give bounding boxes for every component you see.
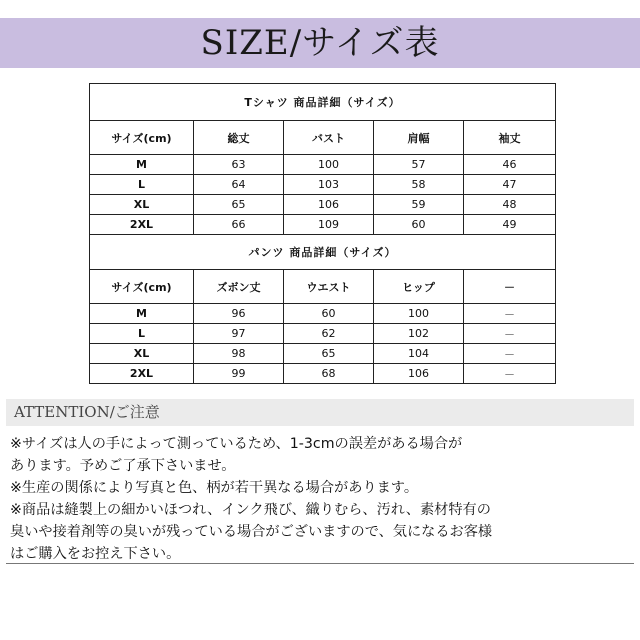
table-cell: 109 [284,215,374,235]
table-cell: 60 [374,215,464,235]
column-header: ズボン丈 [194,270,284,304]
column-header: サイズ(cm) [90,121,194,155]
column-header: 袖丈 [464,121,556,155]
attention-notes [10,433,632,565]
column-header: 肩幅 [374,121,464,155]
table-cell: 96 [194,304,284,324]
tshirt-section-title: Tシャツ 商品詳細（サイズ） [90,84,556,121]
size-label: L [90,324,194,344]
table-cell: 48 [464,195,556,215]
column-header: サイズ(cm) [90,270,194,304]
table-cell: 46 [464,155,556,175]
size-table [89,83,556,384]
table-cell: 100 [284,155,374,175]
table-cell: 104 [374,344,464,364]
table-cell: 99 [194,364,284,384]
size-label: 2XL [90,364,194,384]
table-cell: 57 [374,155,464,175]
table-cell: 60 [284,304,374,324]
table-cell: 65 [284,344,374,364]
note-line: あります。予めご了承下さいませ。 [10,458,236,474]
attention-title: ATTENTION/ご注意 [14,403,160,421]
table-cell: 100 [374,304,464,324]
page-title: SIZE/サイズ表 [200,23,440,63]
table-cell: 98 [194,344,284,364]
size-label: 2XL [90,215,194,235]
table-cell: 106 [374,364,464,384]
size-label: M [90,155,194,175]
table-cell: 62 [284,324,374,344]
note-line: ※商品は縫製上の細かいほつれ、インク飛び、織りむら、汚れ、素材特有の [10,502,491,518]
table-cell: 47 [464,175,556,195]
table-cell: 68 [284,364,374,384]
note-line: はご購入をお控え下さい。 [10,546,181,562]
note-line: 臭いや接着剤等の臭いが残っている場合がございますので、気になるお客様 [10,524,493,540]
pants-header-row [90,270,556,304]
pants-section-title: パンツ 商品詳細（サイズ） [90,235,556,270]
table-cell: 64 [194,175,284,195]
table-cell: 63 [194,155,284,175]
table-cell: 65 [194,195,284,215]
table-row [90,215,556,235]
table-row [90,175,556,195]
column-header: ヒップ [374,270,464,304]
table-cell: － [464,344,556,364]
table-cell: 59 [374,195,464,215]
tshirt-section-title-row [90,84,556,121]
table-cell: 97 [194,324,284,344]
size-label: M [90,304,194,324]
table-row [90,155,556,175]
table-cell: 58 [374,175,464,195]
table-cell: － [464,324,556,344]
bottom-divider [6,563,634,564]
size-label: XL [90,344,194,364]
table-row [90,324,556,344]
table-cell: 106 [284,195,374,215]
table-cell: － [464,304,556,324]
table-row [90,344,556,364]
note-line: ※生産の関係により写真と色、柄が若干異なる場合があります。 [10,480,419,496]
table-row [90,195,556,215]
note-line: ※サイズは人の手によって測っているため、1-3cmの誤差がある場合が [10,436,463,452]
column-header: 総丈 [194,121,284,155]
table-cell: 66 [194,215,284,235]
tshirt-header-row [90,121,556,155]
size-label: XL [90,195,194,215]
table-cell: 49 [464,215,556,235]
column-header: バスト [284,121,374,155]
column-header: － [464,270,556,304]
pants-section-title-row [90,235,556,270]
table-cell: 103 [284,175,374,195]
table-cell: 102 [374,324,464,344]
table-row [90,304,556,324]
table-row [90,364,556,384]
size-label: L [90,175,194,195]
column-header: ウエスト [284,270,374,304]
table-cell: － [464,364,556,384]
